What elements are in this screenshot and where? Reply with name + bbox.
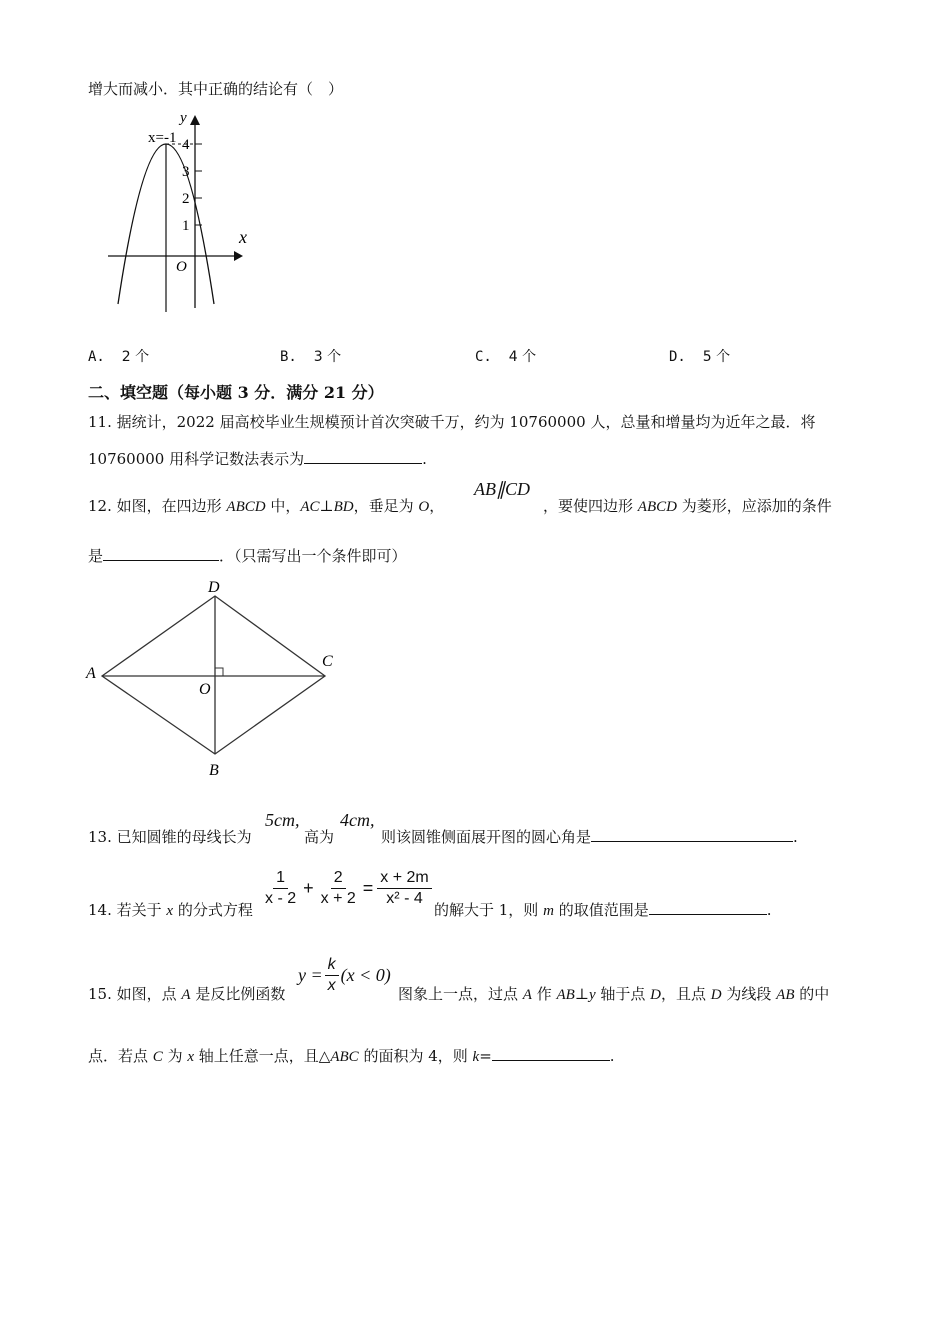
right-angle-mark [215, 668, 223, 676]
tick-label-4: 4 [182, 137, 190, 153]
y-axis-label: y [180, 110, 187, 126]
question-12-line1-end: ，要使四边形 ABCD 为菱形，应添加的条件 [543, 497, 832, 515]
vertex-d-label: D [208, 579, 220, 596]
center-o-label: O [199, 681, 211, 698]
fraction-1: $\frac{1}{x - 2}$ [265, 869, 297, 907]
question-10-tail: 增大而减小．其中正确的结论有（ ） [88, 80, 344, 98]
origin-label: O [176, 259, 187, 275]
question-14-b: 的解大于 1，则 m 的取值范围是 . [434, 901, 772, 919]
fractional-equation: $\frac{1}{x - 2}$ + $\frac{2}{x + 2}$ = $\frac{x + 2m}{\text{x² - 4}}$ [260, 869, 434, 908]
x-axis-arrow [234, 251, 243, 261]
fraction-3: $\frac{x + 2m}{\text{x² - 4}}$ [377, 869, 431, 908]
question-15-line2: 点．若点 C 为 x 轴上任意一点，且△ABC 的面积为 4，则 k= . [88, 1047, 615, 1065]
question-12-line2: 是 ．（只需写出一个条件即可） [88, 547, 407, 565]
question-13-b: 高为 [304, 828, 335, 846]
rhombus-figure [80, 574, 350, 786]
parabola-graph [100, 108, 260, 318]
function-fraction: $\frac{k}{x}$ [325, 956, 339, 995]
answer-blank-11[interactable] [304, 449, 422, 464]
answer-blank-12[interactable] [103, 546, 219, 561]
option-a[interactable]: A. 2 个 [88, 349, 150, 365]
vertex-label: x=-1 [148, 130, 177, 146]
question-13-c: 则该圆锥侧面展开图的圆心角是 . [381, 828, 798, 846]
length-5cm: 5cm, [265, 810, 300, 830]
section-heading: 二、填空题（每小题 3 分．满分 21 分） [88, 383, 384, 402]
tick-label-2: 2 [182, 191, 190, 207]
option-c[interactable]: C. 4 个 [475, 349, 537, 365]
question-11-line2: 10760000 用科学记数法表示为 . [88, 450, 427, 468]
vertex-c-label: C [322, 653, 333, 670]
question-15-b: 图象上一点，过点 A 作 AB⊥y 轴于点 D，且点 D 为线段 AB 的中 [398, 985, 830, 1003]
length-4cm: 4cm, [340, 810, 375, 830]
answer-blank-14[interactable] [649, 900, 767, 915]
question-15-a: 15. 如图，点 A 是反比例函数 [88, 985, 286, 1003]
fraction-2: $\frac{2}{x + 2}$ [320, 869, 356, 907]
question-14-a: 14. 若关于 x 的分式方程 [88, 901, 253, 919]
option-d[interactable]: D. 5 个 [669, 349, 731, 365]
tick-label-3: 3 [182, 164, 190, 180]
option-b[interactable]: B. 3 个 [280, 349, 342, 365]
question-12-line1: 12. 如图，在四边形 ABCD 中，AC⊥BD，垂足为 O， [88, 497, 445, 515]
x-axis-label: x [239, 227, 247, 247]
rhombus-outline [102, 596, 325, 754]
formula-ab-parallel-cd: AB∥CD [474, 479, 530, 499]
inverse-function: y = $\frac{k}{x}$ (x < 0) [298, 956, 391, 994]
answer-blank-13[interactable] [591, 827, 793, 842]
y-axis-arrow [190, 115, 200, 125]
answer-blank-15[interactable] [492, 1046, 610, 1061]
question-11-line1: 11. 据统计，2022 届高校毕业生规模预计首次突破千万，约为 10760000 人，总量和增量均为近年之最．将 [88, 413, 816, 431]
tick-label-1: 1 [182, 218, 190, 234]
question-13-a: 13. 已知圆锥的母线长为 [88, 828, 252, 846]
vertex-b-label: B [209, 762, 219, 779]
vertex-a-label: A [86, 665, 96, 682]
